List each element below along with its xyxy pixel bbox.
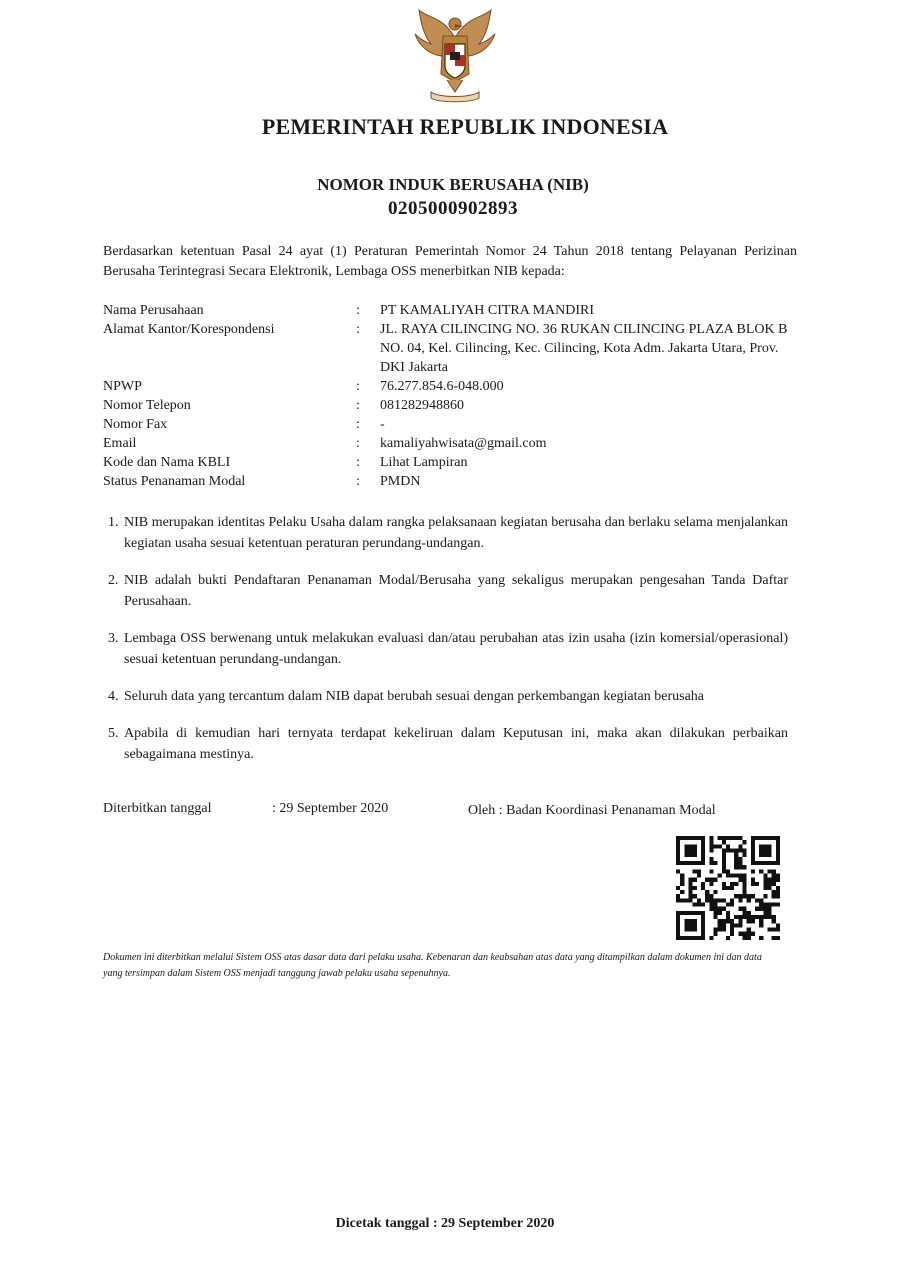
field-label: Nama Perusahaan — [103, 303, 204, 318]
list-item-number: 4. — [108, 689, 119, 704]
field-colon: : — [356, 417, 360, 432]
field-value: - — [380, 417, 385, 432]
list-item-number: 2. — [108, 573, 119, 588]
list-item-number: 5. — [108, 726, 119, 741]
field-row-phone — [103, 396, 803, 415]
list-item — [108, 512, 788, 554]
field-label: Alamat Kantor/Korespondensi — [103, 322, 275, 337]
list-item — [108, 628, 788, 670]
company-details — [103, 301, 803, 491]
field-row-npwp — [103, 377, 803, 396]
field-value: 081282948860 — [380, 398, 464, 413]
document-title: NOMOR INDUK BERUSAHA (NIB) — [317, 175, 589, 194]
field-value: Lihat Lampiran — [380, 455, 468, 470]
list-item — [108, 686, 788, 707]
field-row-email — [103, 434, 803, 453]
field-colon: : — [356, 436, 360, 451]
garuda-emblem-icon — [405, 8, 505, 104]
field-label: Email — [103, 436, 137, 451]
provisions-list — [108, 512, 788, 781]
field-value: PMDN — [380, 474, 421, 489]
field-value: kamaliyahwisata@gmail.com — [380, 436, 547, 451]
list-item — [108, 570, 788, 612]
list-item-text: Apabila di kemudian hari ternyata terdapat kekeliruan dalam Keputusan ini, maka akan dilakukan perbaikan sebagaimana mestinya. — [124, 726, 788, 762]
field-row-address — [103, 320, 803, 377]
issued-date-label: Diterbitkan tanggal — [103, 801, 212, 816]
issuer: Oleh : Badan Koordinasi Penanaman Modal — [468, 803, 716, 818]
list-item-text: NIB adalah bukti Pendaftaran Penanaman Modal/Berusaha yang sekaligus merupakan pengesahan Tanda Daftar Perusahaan. — [124, 573, 788, 609]
nib-number: 0205000902893 — [388, 198, 518, 219]
field-row-kbli — [103, 453, 803, 472]
field-label: NPWP — [103, 379, 142, 394]
field-value: PT KAMALIYAH CITRA MANDIRI — [380, 303, 595, 318]
field-colon: : — [356, 303, 360, 318]
list-item-text: Lembaga OSS berwenang untuk melakukan evaluasi dan/atau perubahan atas izin usaha (izin komersial/operasional) sesuai ketentuan perundang-undangan. — [124, 631, 788, 667]
field-label: Status Penanaman Modal — [103, 474, 246, 489]
list-item-number: 3. — [108, 631, 119, 646]
list-item-text: NIB merupakan identitas Pelaku Usaha dalam rangka pelaksanaan kegiatan berusaha dan berlaku selama menjalankan kegiatan usaha sesuai ketentuan peraturan perundang-undangan. — [124, 515, 788, 551]
disclaimer: Dokumen ini diterbitkan melalui Sistem OSS atas dasar data dari pelaku usaha. Kebenaran dan keabsahan atas data yang ditampilkan dalam dokumen ini dan data yang tersimpan dalam Sistem OSS menjadi tanggung jawab pelaku usaha sepenuhnya. — [103, 952, 762, 979]
field-colon: : — [356, 398, 360, 413]
field-row-investment-status — [103, 472, 803, 491]
field-value: JL. RAYA CILINCING NO. 36 RUKAN CILINCING PLAZA BLOK B NO. 04, Kel. Cilincing, Kec. Cilincing, Kota Adm. Jakarta Utara, Prov. DKI Jakarta — [380, 322, 788, 375]
field-colon: : — [356, 322, 360, 337]
field-label: Nomor Telepon — [103, 398, 191, 413]
intro-paragraph: Berdasarkan ketentuan Pasal 24 ayat (1) Peraturan Pemerintah Nomor 24 Tahun 2018 tentang Pelayanan Perizinan Berusaha Terintegrasi Secara Elektronik, Lembaga OSS menerbitkan NIB kepada: — [103, 244, 797, 279]
field-colon: : — [356, 379, 360, 394]
list-item-number: 1. — [108, 515, 119, 530]
field-row-fax — [103, 415, 803, 434]
printed-date: Dicetak tanggal : 29 September 2020 — [335, 1216, 555, 1231]
field-label: Nomor Fax — [103, 417, 168, 432]
list-item — [108, 723, 788, 765]
qr-code-icon — [676, 836, 780, 940]
government-title: PEMERINTAH REPUBLIK INDONESIA — [261, 114, 669, 139]
issued-date-value: : 29 September 2020 — [272, 801, 389, 816]
field-colon: : — [356, 455, 360, 470]
list-item-text: Seluruh data yang tercantum dalam NIB dapat berubah sesuai dengan perkembangan kegiatan berusaha — [124, 689, 705, 704]
field-value: 76.277.854.6-048.000 — [380, 379, 504, 394]
field-row-company-name — [103, 301, 803, 320]
field-label: Kode dan Nama KBLI — [103, 455, 231, 470]
field-colon: : — [356, 474, 360, 489]
